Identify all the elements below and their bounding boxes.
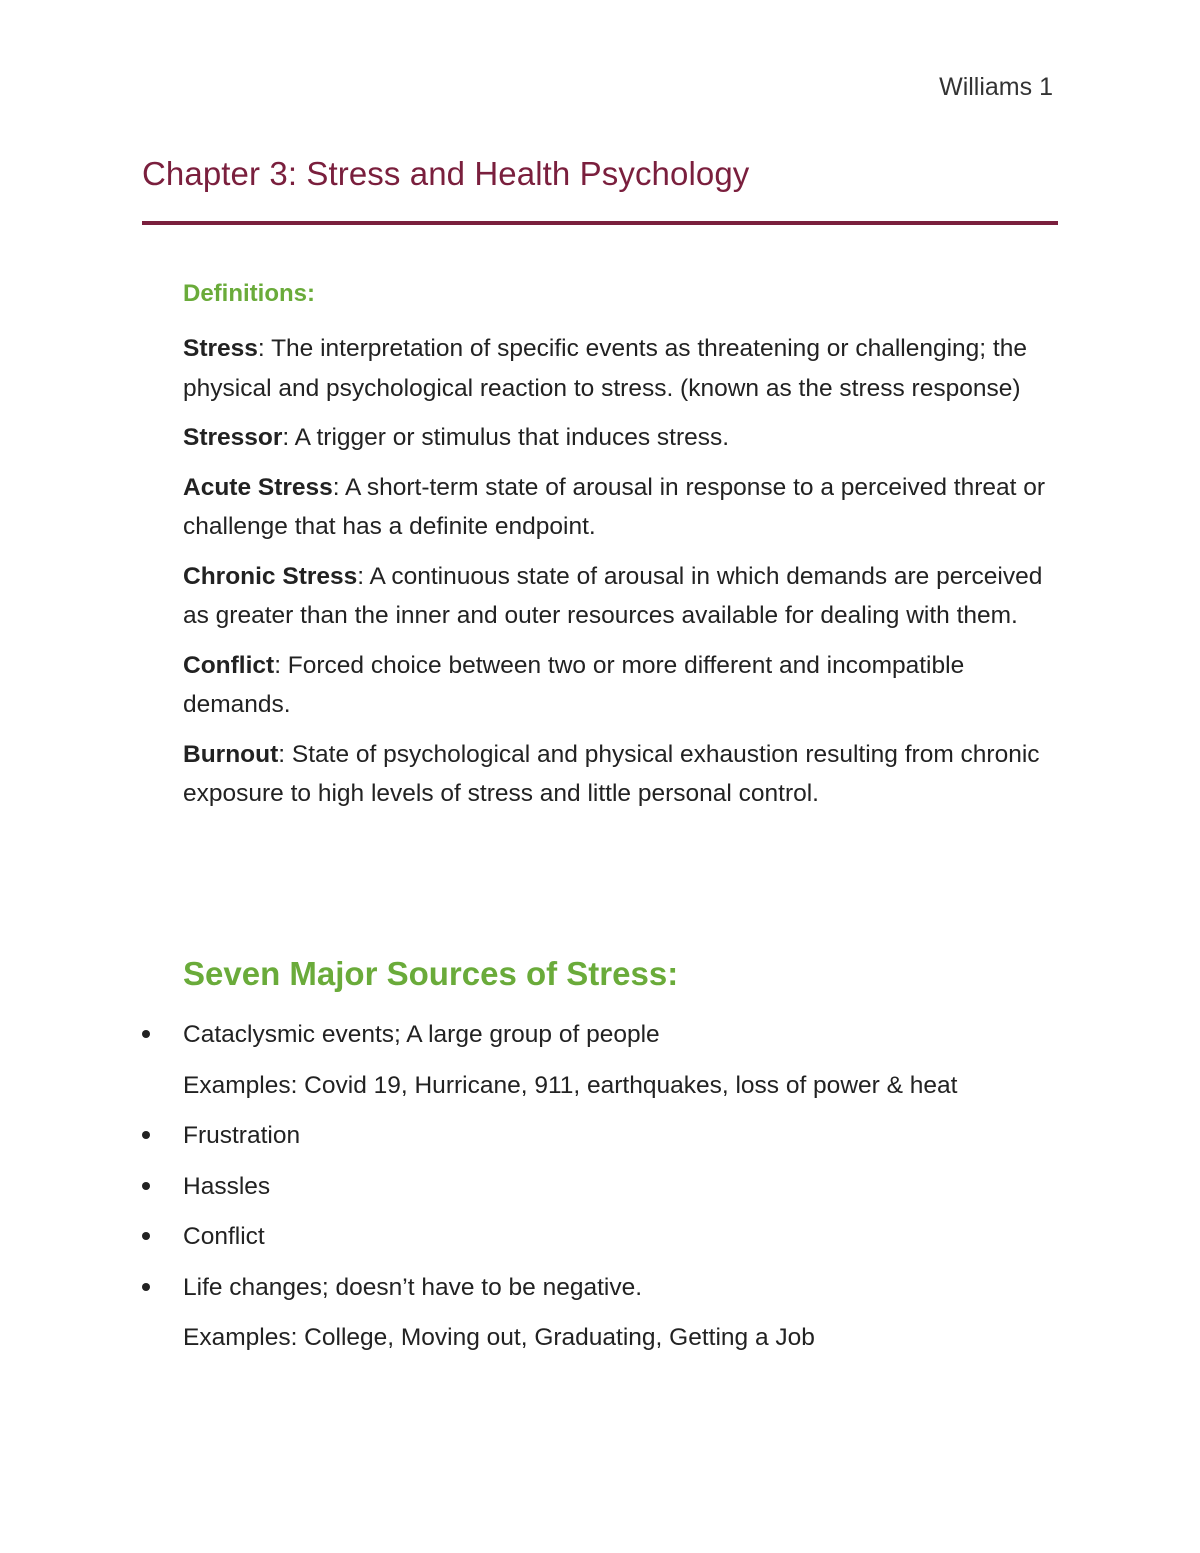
definition-text: : A trigger or stimulus that induces stress. [282,424,730,451]
definition-item [183,468,1063,547]
definition-item [183,557,1063,636]
list-item [140,1268,1070,1307]
list-item [140,1167,1070,1206]
definition-text: : Forced choice between two or more different and incompatible demands. [183,651,965,718]
bullet-icon [142,1283,150,1291]
definition-term: Stress [183,335,258,362]
definition-text: : The interpretation of specific events as threatening or challenging; the physical and psychological reaction to stress. (known as the stress response) [183,335,1027,402]
sources-heading: Seven Major Sources of Stress: [183,955,679,992]
sources-list [140,1015,1070,1369]
definition-item [183,418,1063,458]
definition-term: Acute Stress [183,473,333,501]
definition-term: Stressor [183,424,283,451]
definition-term: Conflict [183,651,275,679]
list-item-text: Hassles [183,1172,271,1200]
chapter-title: Chapter 3: Stress and Health Psychology [142,155,750,192]
title-divider [142,221,1058,225]
page-header-label: Williams 1 [939,73,1053,101]
list-item-text: Frustration [183,1122,301,1149]
list-item-text: Cataclysmic events; A large group of people [183,1021,660,1048]
bullet-icon [142,1131,150,1139]
definition-text: : A short-term state of arousal in response to a perceived threat or challenge that has a definite endpoint. [183,473,1046,540]
list-item-example: Examples: Covid 19, Hurricane, 911, earthquakes, loss of power & heat [183,1071,958,1099]
definition-term: Chronic Stress [183,562,358,590]
definition-item [183,735,1063,814]
bullet-icon [142,1030,150,1038]
definitions-label: Definitions: [183,280,315,307]
definition-item [183,329,1063,408]
definition-term: Burnout [183,740,279,768]
list-item [140,1116,1070,1155]
definition-text: : State of psychological and physical exhaustion resulting from chronic exposure to high levels of stress and little personal control. [183,740,1040,807]
list-item-example: Examples: College, Moving out, Graduating, Getting a Job [183,1324,815,1351]
definition-text: : A continuous state of arousal in which demands are perceived as greater than the inner and outer resources available for dealing with them. [183,562,1043,629]
definitions-list [183,329,1063,824]
list-item [140,1217,1070,1256]
list-item [140,1015,1070,1054]
list-item-text: Life changes; doesn’t have to be negative. [183,1273,643,1301]
bullet-icon [142,1182,150,1190]
definition-item [183,646,1063,725]
list-item-text: Conflict [183,1223,265,1250]
bullet-icon [142,1232,150,1240]
